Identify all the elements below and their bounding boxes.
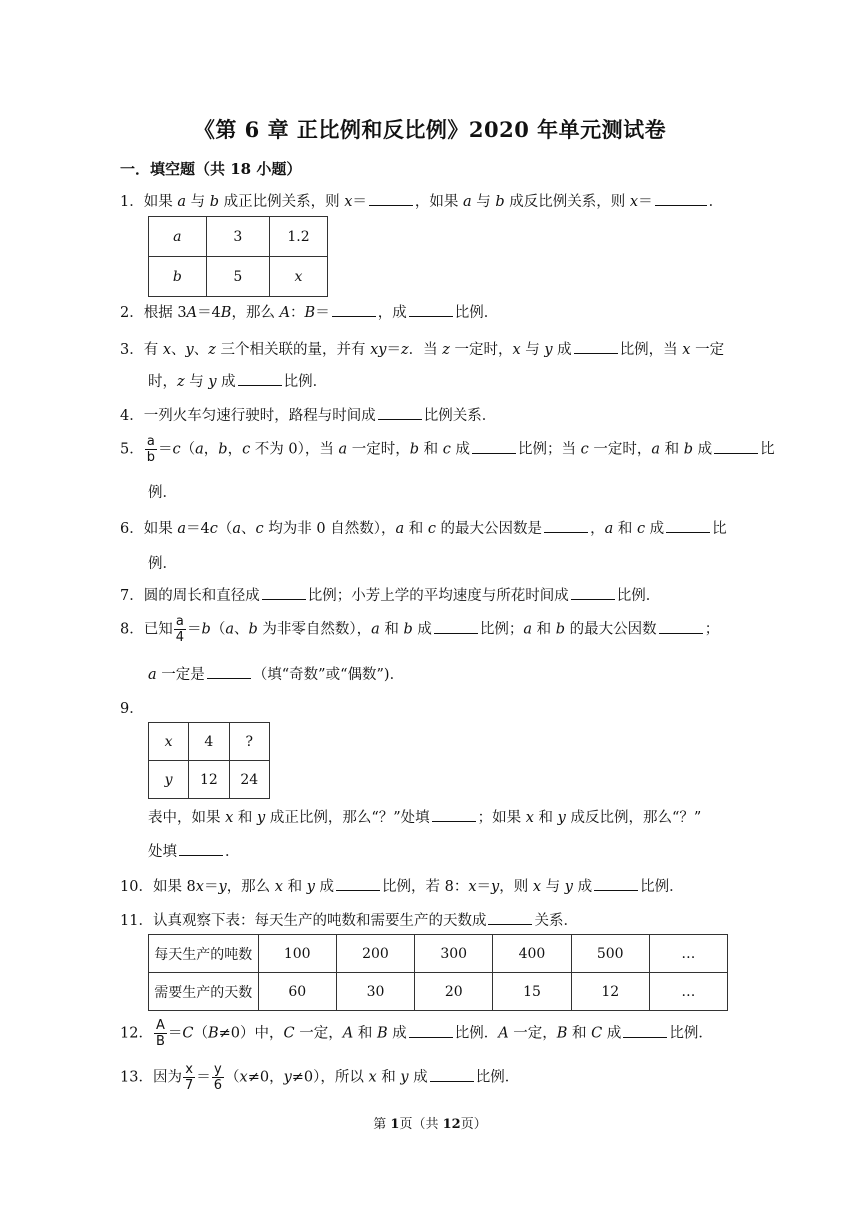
question-8-line-2: a 一定是 （填“奇数”或“偶数”)． <box>148 663 404 684</box>
table-cell: 60 <box>258 973 336 1011</box>
question-9-line-2: 处填 ． <box>148 840 240 861</box>
fraction: $\frac{y}{6}$ <box>213 1062 223 1093</box>
fraction: $\frac{a}{b}$ <box>146 434 155 465</box>
answer-blank <box>472 439 516 454</box>
answer-blank <box>434 619 478 634</box>
table-cell: 15 <box>493 973 571 1011</box>
question-10: 10．如果 8x＝y，那么 x 和 y 成 比例，若 8：x＝y，则 x 与 y 成 比例． <box>120 875 684 896</box>
table-cell: 20 <box>415 973 493 1011</box>
table-cell: 4 <box>189 723 229 761</box>
table-cell: 1.2 <box>270 217 328 257</box>
question-13: 13．因为 $\frac{x}{7}$ ＝ $\frac{y}{6}$ （x≠0，y≠0），所以 x 和 y 成 比例． <box>120 1062 520 1093</box>
question-9-text: 表中，如果 x 和 y 成正比例，那么“？”处填 ；如果 x 和 y 成反比例，那么“？” <box>148 806 701 827</box>
answer-blank <box>430 1067 474 1082</box>
table-cell: … <box>649 973 727 1011</box>
question-11: 11．认真观察下表：每天生产的吨数和需要生产的天数成 关系． <box>120 909 578 930</box>
table-cell: 5 <box>206 257 269 297</box>
table-cell: a <box>149 217 207 257</box>
question-2: 2．根据 3A＝4B，那么 A：B＝ ，成 比例． <box>120 301 498 322</box>
q1-table <box>148 216 328 297</box>
answer-blank <box>488 910 532 925</box>
question-8: 8．已知 $\frac{a}{4}$ ＝b（a、b 为非零自然数），a 和 b 成 比例；a 和 b 的最大公因数 ； <box>120 614 720 645</box>
table-cell: 400 <box>493 935 571 973</box>
answer-blank <box>655 191 707 206</box>
page-total: 12 <box>442 1117 461 1132</box>
question-12: 12． $\frac{A}{B}$ ＝C（B≠0）中，C 一定，A 和 B 成 比例．A 一定，B 和 C 成 比例． <box>120 1018 713 1049</box>
table-cell: 100 <box>258 935 336 973</box>
answer-blank <box>659 619 703 634</box>
question-6-line-2: 例． <box>148 556 177 572</box>
page-title: 《第 6 章 正比例和反比例》2020 年单元测试卷 <box>193 117 667 142</box>
section-title: 一．填空题（共 18 小题） <box>120 160 302 178</box>
answer-blank <box>432 807 476 822</box>
table-cell: 500 <box>571 935 649 973</box>
question-3-line-2: 时，z 与 y 成 比例． <box>148 370 327 391</box>
table-cell: … <box>649 935 727 973</box>
table-cell: 每天生产的吨数 <box>149 935 259 973</box>
answer-blank <box>332 302 376 317</box>
question-6: 6．如果 a＝4c（a、c 均为非 0 自然数），a 和 c 的最大公因数是 ，a 和 c 成 比 <box>120 517 727 538</box>
question-4: 4．一列火车匀速行驶时，路程与时间成 比例关系． <box>120 404 496 425</box>
answer-blank <box>409 1023 453 1038</box>
answer-blank <box>714 439 758 454</box>
answer-blank <box>336 876 380 891</box>
table-cell: 300 <box>415 935 493 973</box>
answer-blank <box>369 191 413 206</box>
table-cell: 24 <box>229 761 269 799</box>
q11-table <box>148 934 728 1011</box>
table-cell: b <box>149 257 207 297</box>
q9-table <box>148 722 270 799</box>
question-7: 7．圆的周长和直径成 比例；小芳上学的平均速度与所花时间成 比例． <box>120 584 660 605</box>
answer-blank <box>571 585 615 600</box>
table-cell: 200 <box>336 935 414 973</box>
table-cell: 12 <box>189 761 229 799</box>
question-1: 1．如果 a 与 b 成正比例关系，则 x＝ ，如果 a 与 b 成反比例关系，则 x＝ ． <box>120 190 723 211</box>
page-number: 1 <box>390 1117 400 1132</box>
answer-blank <box>238 371 282 386</box>
table-cell: 30 <box>336 973 414 1011</box>
answer-blank <box>594 876 638 891</box>
answer-blank <box>262 585 306 600</box>
question-5-line-2: 例． <box>148 485 177 501</box>
answer-blank <box>574 339 618 354</box>
table-cell: x <box>149 723 189 761</box>
answer-blank <box>207 664 251 679</box>
answer-blank <box>179 841 223 856</box>
question-3: 3．有 x、y、z 三个相关联的量，并有 xy＝z．当 z 一定时，x 与 y 成 比例，当 x 一定 <box>120 338 724 359</box>
fraction: $\frac{a}{4}$ <box>175 614 185 645</box>
answer-blank <box>623 1023 667 1038</box>
question-9: 9． <box>120 701 144 717</box>
fraction: $\frac{x}{7}$ <box>184 1062 194 1093</box>
answer-blank <box>544 518 588 533</box>
table-cell: 3 <box>206 217 269 257</box>
question-5: 5． $\frac{a}{b}$ ＝c（a，b，c 不为 0），当 a 一定时，b 和 c 成 比例；当 c 一定时，a 和 b 成 比 <box>120 434 775 465</box>
answer-blank <box>666 518 710 533</box>
table-cell: 需要生产的天数 <box>149 973 259 1011</box>
answer-blank <box>378 405 422 420</box>
table-cell: y <box>149 761 189 799</box>
table-cell: 12 <box>571 973 649 1011</box>
fraction: $\frac{A}{B}$ <box>155 1018 165 1049</box>
table-cell: x <box>270 257 328 297</box>
answer-blank <box>409 302 453 317</box>
table-cell: ? <box>229 723 269 761</box>
page-footer: 第 1页（共 12页） <box>373 1117 487 1132</box>
